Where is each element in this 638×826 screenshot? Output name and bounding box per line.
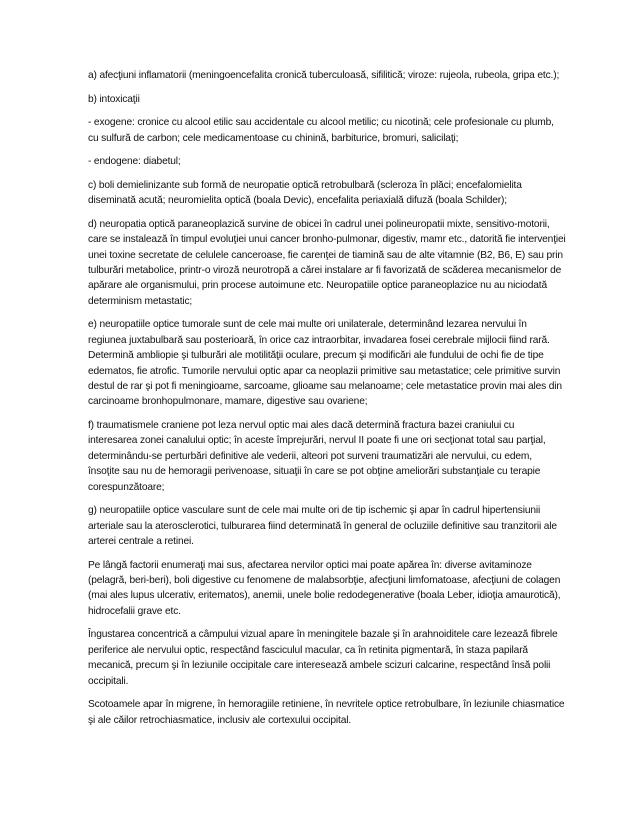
paragraph-d-paraneoplastic: d) neuropatia optică paraneoplazică survine de obicei în cadrul unei polineuropatii mixte, sensitivo-motorii, care se instalează în timpul evoluţiei unui cancer bronho-pulmonar, digestiv, mamr etc., datorită fie intervenţiei unei toxine secretate de celulele canceroase, fie carenţei de tiamină sau de alte vitamnie (B2, B6, E) sau prin tulburări metabolice, printr-o viroză neurotropă a cărei instalare ar fi favorizată de scăderea mecanismelor de apărare ale organismului, prin procese autoimune etc. Neuropatiile optice paraneoplazice nu au niciodată determinism metastatic;	[88, 218, 566, 307]
paragraph-endogenous: - endogene: diabetul;	[88, 156, 181, 168]
paragraph-scotomas: Scotoamele apar în migrene, în hemoragiile retiniene, în nevritele optice retrobulbare, în leziunile chiasmatice şi ale căilor retrochiasmatice, inclusiv ale cortexului occipital.	[88, 699, 565, 726]
paragraph-f-traumatic: f) traumatismele craniene pot leza nervul optic mai ales dacă determină fractura bazei craniului cu interesarea zonei canalului optic; în aceste împrejurări, nervul II poate fi une ori secţionat total sau parţial, determinându-se perturbări definitive ale vederii, alteori pot surveni traumatizări ale nervului, cu edem, însoţite sau nu de hemoragii perivenoase, situaţii în care se pot obţine ameliorări substanţiale cu terapie corespunzătoare;	[88, 420, 546, 493]
paragraph-other-factors: Pe lângă factorii enumeraţi mai sus, afectarea nervilor optici mai poate apărea în: diverse avitaminoze (pelagră, beri-beri), boli digestive cu fenomene de malabsorbţie, afecţiuni limfomatoase, afecţiuni de colagen (mai ales lupus ulcerativ, eritematos), anemii, unele bolie redodegenerative (boala Leber, idioţia amaurotică), hidrocefalii grave etc.	[88, 559, 561, 617]
paragraph-visual-field: Îngustarea concentrică a câmpului vizual apare în meningitele bazale şi în arahnoiditele care lezează fibrele periferice ale nervului optic, respectând fasciculul macular, ca în retinita pigmentară, în staza papilară mecanică, precum şi în leziunile occipitale care interesează ambele scizuri calcarine, respectând însă polii occipitali.	[88, 629, 558, 687]
paragraph-b-intoxications: b) intoxicaţii	[88, 93, 140, 105]
paragraph-e-tumoral: e) neuropatiile optice tumorale sunt de cele mai multe ori unilaterale, determinând lezarea nervului în regiunea juxtabulbară sau posterioară, în orice caz intraorbitar, invadarea fosei cerebrale mijlocii fiind rară. Determină ambliopie şi tulburări ale motilităţii oculare, precum şi modificări ale fundului de ochi fie de tipe edematos, fie atrofic. Tumorile nervului optic apar ca neoplazii primitive sau metastatice; cele primitive survin destul de rar şi pot fi meningioame, sarcoame, glioame sau melanoame; cele metastatice provin mai ales din carcinoame bronhopulmonare, mamare, digestive sau ovariene;	[88, 319, 562, 408]
paragraph-exogenous: - exogene: cronice cu alcool etilic sau accidentale cu alcool metilic; cu nicotină; cele profesionale cu plumb, cu sulfură de carbon; cele medicamentoase cu chinină, barbiturice, bromuri, salicilaţi;	[88, 117, 554, 144]
paragraph-a-inflammatory: a) afecţiuni inflamatorii (meningoencefalita cronică tuberculoasă, sifilitică; viroze: rujeola, rubeola, gripa etc.);	[88, 70, 560, 81]
document-page	[88, 68, 566, 736]
paragraph-g-vascular: g) neuropatiile optice vasculare sunt de cele mai multe ori de tip ischemic şi apar în cadrul hipertensiunii arteriale sau la aterosclerotici, tulburarea fiind determinată în general de ocluziile definitive sau tranzitorii ale arterei centrale a retinei.	[88, 505, 557, 548]
paragraph-c-demyelinating: c) boli demielinizante sub formă de neuropatie optică retrobulbară (scleroza în plăci; encefalomielita diseminată acută; neuromielita optică (boala Devic), encefalita periaxială difuză (boala Schilder);	[88, 179, 522, 207]
